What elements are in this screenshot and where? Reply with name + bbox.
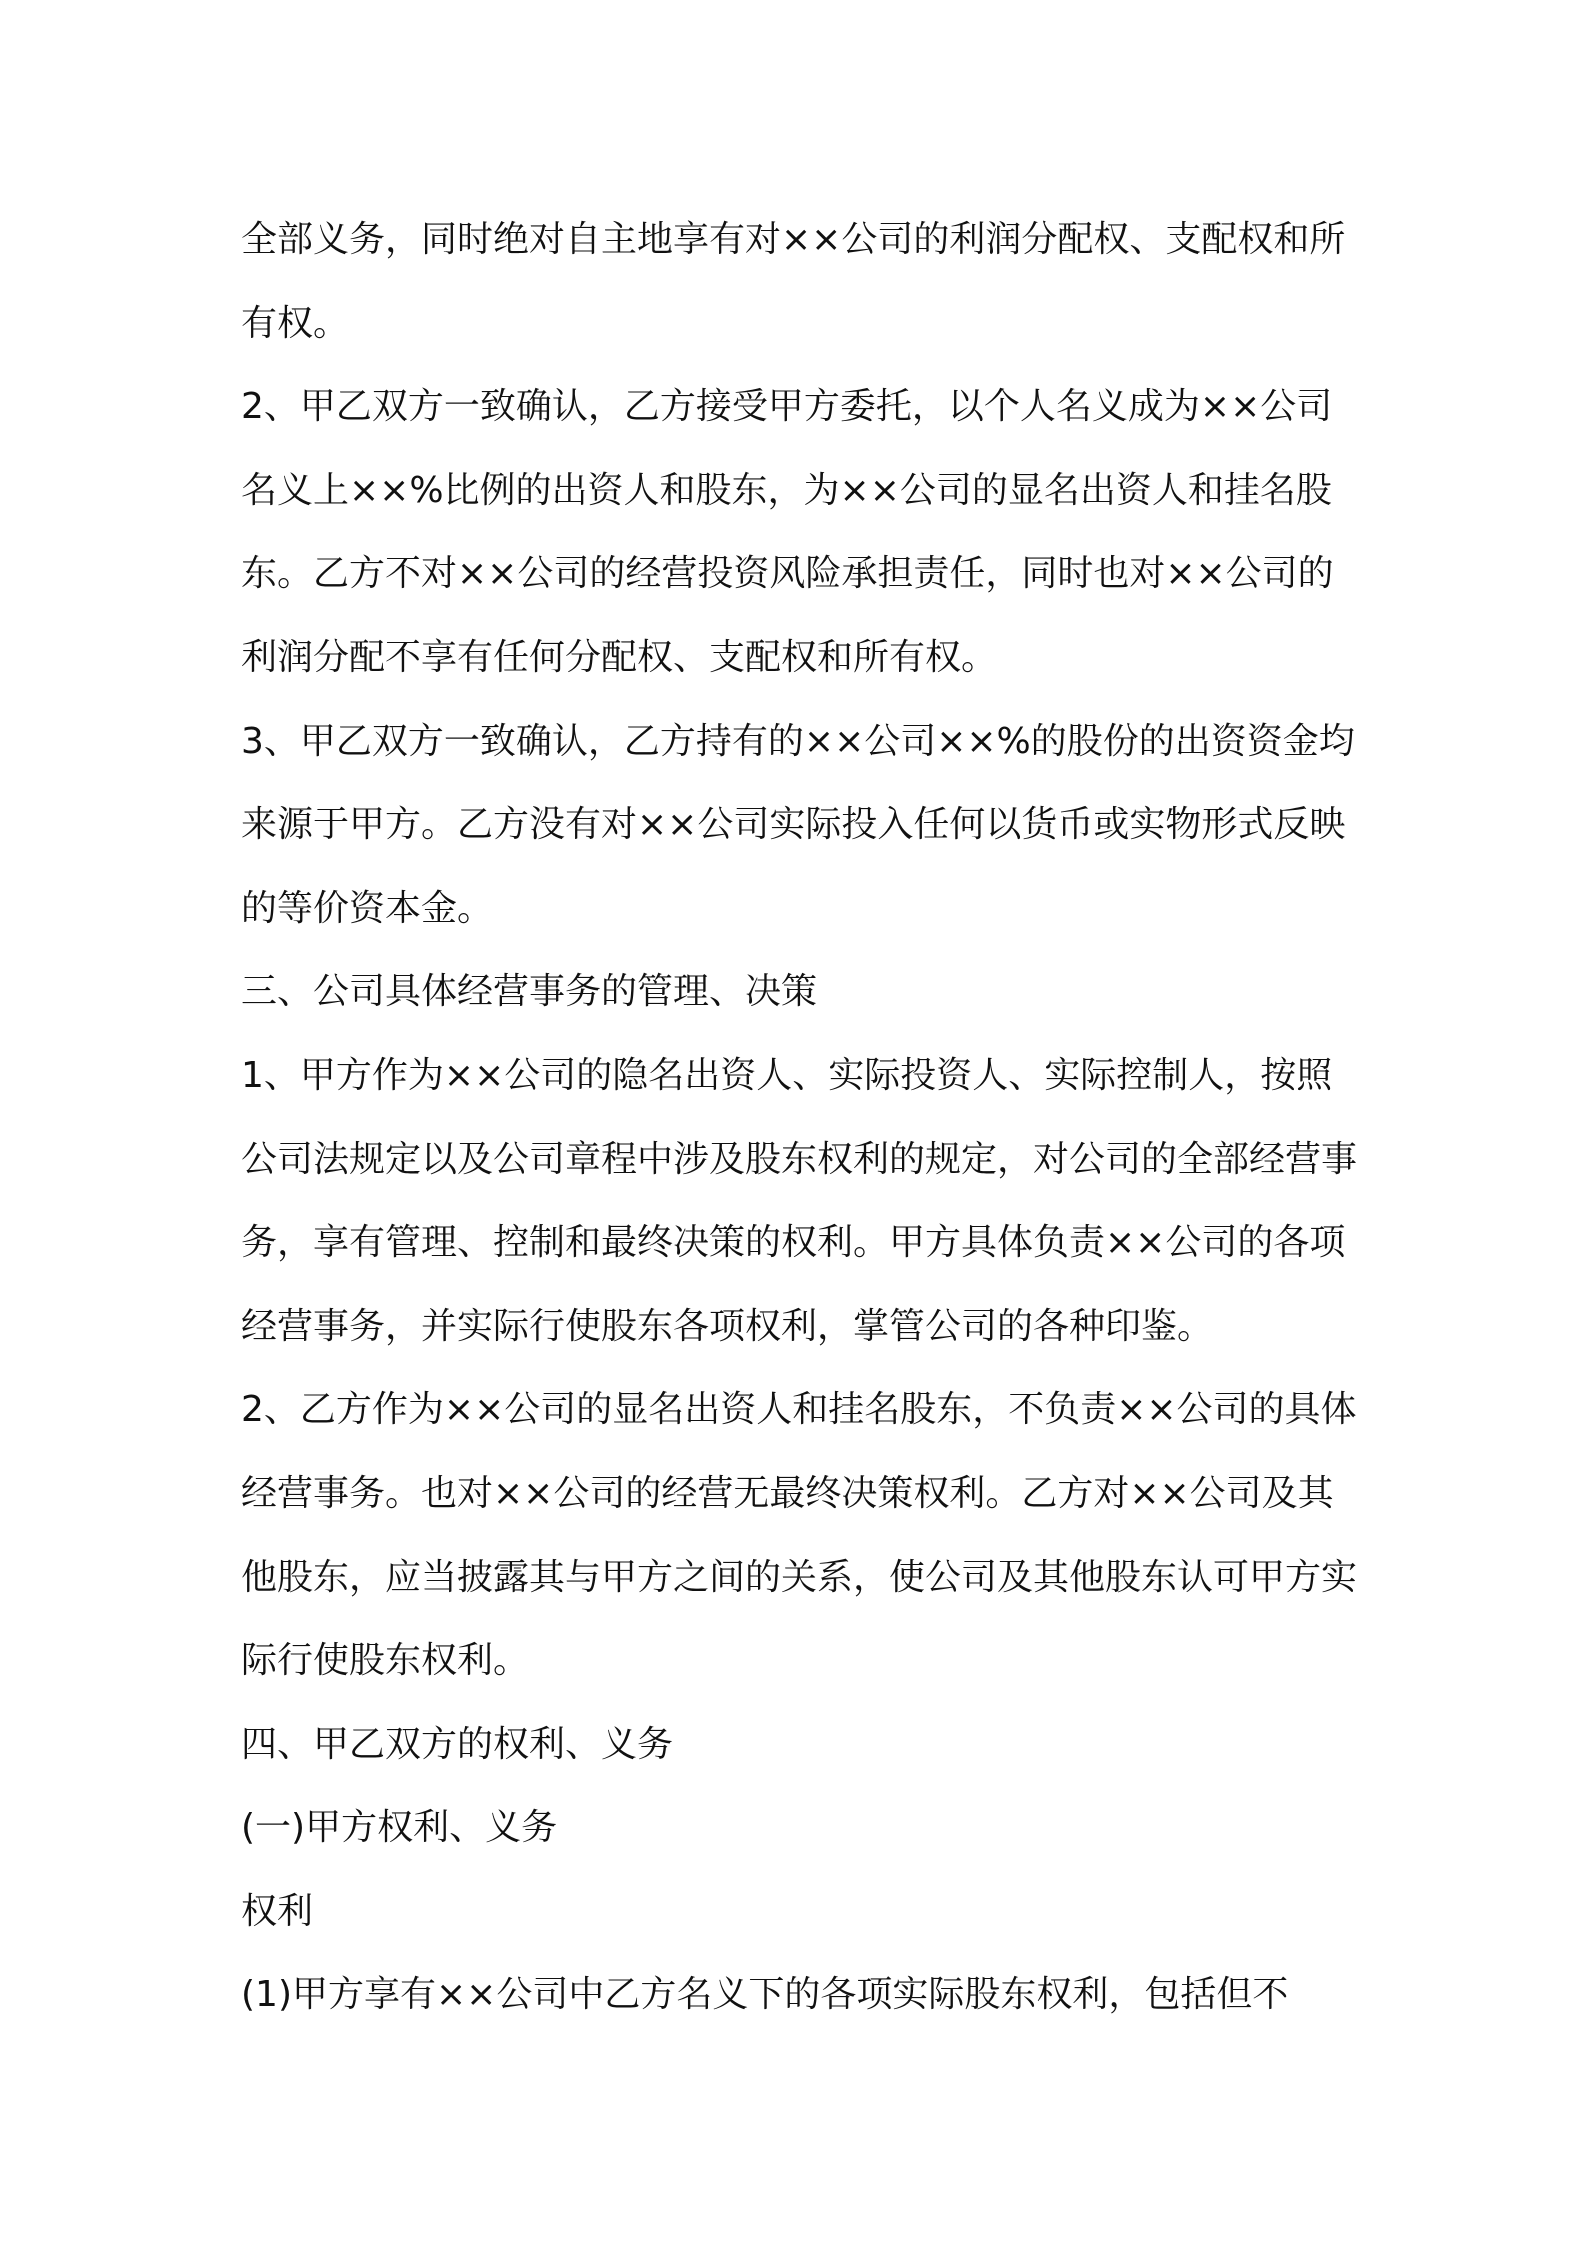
paragraph-section3-clause-1: 1、甲方作为××公司的隐名出资人、实际投资人、实际控制人，按照公司法规定以及公司章程中涉及股东权利的规定，对公司的全部经营事务，享有管理、控制和最终决策的权利。甲方具体负责××公司的各项经营事务，并实际行使股东各项权利，掌管公司的各种印鉴。 (241, 1054, 1358, 1347)
paragraph-clause-3: 3、甲乙双方一致确认，乙方持有的××公司××%的股份的出资资金均来源于甲方。乙方没有对××公司实际投入任何以货币或实物形式反映的等价资本金。 (241, 720, 1355, 929)
document-body (241, 198, 1361, 2037)
paragraph-clause-2: 2、甲乙双方一致确认，乙方接受甲方委托，以个人名义成为××公司名义上××%比例的出资人和股东，为××公司的显名出资人和挂名股东。乙方不对××公司的经营投资风险承担责任，同时也对××公司的利润分配不享有任何分配权、支配权和所有权。 (241, 386, 1334, 678)
paragraph-obligations-continued: 全部义务，同时绝对自主地享有对××公司的利润分配权、支配权和所有权。 (241, 219, 1346, 344)
paragraph-section3-clause-2: 2、乙方作为××公司的显名出资人和挂名股东，不负责××公司的具体经营事务。也对××公司的经营无最终决策权利。乙方对××公司及其他股东，应当披露其与甲方之间的关系，使公司及其他股东认可甲方实际行使股东权利。 (241, 1389, 1358, 1682)
paragraph-rights-item-1: (1)甲方享有××公司中乙方名义下的各项实际股东权利，包括但不 (241, 1974, 1289, 2016)
section-heading-3: 三、公司具体经营事务的管理、决策 (241, 971, 818, 1013)
subsection-heading-party-a: (一)甲方权利、义务 (241, 1807, 558, 1849)
rights-heading: 权利 (241, 1890, 314, 1932)
section-heading-4: 四、甲乙双方的权利、义务 (241, 1723, 674, 1765)
